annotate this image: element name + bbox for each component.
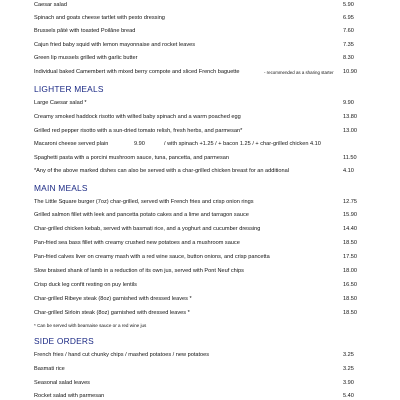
menu-item-price: 3.25 <box>343 366 354 372</box>
menu-item-price: 18.00 <box>343 268 357 274</box>
menu-item-name: Spinach and goats cheese tartlet with pesto dressing <box>34 15 165 21</box>
menu-item-name: Char-grilled Sirloin steak (8oz) garnished with dressed leaves * <box>34 310 190 316</box>
menu-item-name: Grilled red pepper risotto with a sun-dried tomato relish, fresh herbs, and parmesan* <box>34 128 243 134</box>
chicken-supplement-note: *Any of the above marked dishes can also be served with a char-grilled chicken breast for an additional <box>34 168 289 174</box>
menu-item-price: 3.25 <box>343 352 354 358</box>
menu-item-name: Creamy smoked haddock risotto with wilted baby spinach and a warm poached egg <box>34 114 241 120</box>
menu-item-price: 5.40 <box>343 393 354 399</box>
menu-item-price: 14.40 <box>343 226 357 232</box>
menu-item-name: Char-grilled chicken kebab, served with basmati rice, and a yoghurt and cucumber dressing <box>34 226 261 232</box>
sauce-footnote: * Can be served with bearnaise sauce or a red wine jus <box>34 323 147 328</box>
menu-item-price: 15.90 <box>343 212 357 218</box>
menu-item-price: 5.90 <box>343 2 354 8</box>
menu-item-price: 12.75 <box>343 199 357 205</box>
menu-item-name: Individual baked Camembert with mixed berry compote and sliced French baguette <box>34 69 240 75</box>
menu-item-price: 18.50 <box>343 310 357 316</box>
menu-item-name: Basmati rice <box>34 366 65 372</box>
macaroni-base-price: 9.90 <box>134 141 145 147</box>
menu-item-price: 13.80 <box>343 114 357 120</box>
menu-item-price: 18.50 <box>343 296 357 302</box>
menu-item-name: Green lip mussels grilled with garlic butter <box>34 55 138 61</box>
menu-item-name: Slow braised shank of lamb in a reduction of its own jus, served with Pont Neuf chips <box>34 268 244 274</box>
menu-item-price: 17.50 <box>343 254 357 260</box>
chicken-supplement-price: 4.10 <box>343 168 354 174</box>
menu-item-name: Pan-fried calves liver on creamy mash with a red wine sauce, button onions, and crisp pancetta <box>34 254 270 260</box>
menu-item-name: Rocket salad with parmesan <box>34 393 105 399</box>
menu-item-name: Char-grilled Ribeye steak (8oz) garnished with dressed leaves * <box>34 296 192 302</box>
macaroni-options: / with spinach +1.25 / + bacon 1.25 / + char-grilled chicken 4.10 <box>164 141 321 147</box>
menu-item-price: 18.50 <box>343 240 357 246</box>
menu-item-price: 3.90 <box>343 380 354 386</box>
menu-item-name: French fries / hand cut chunky chips / mashed potatoes / new potatoes <box>34 352 210 358</box>
menu-item-price: 9.90 <box>343 100 354 106</box>
menu-item-price: 13.00 <box>343 128 357 134</box>
menu-item-price: 6.95 <box>343 15 354 21</box>
macaroni-name: Macaroni cheese served plain <box>34 141 109 147</box>
menu-item-name: Spaghetti pasta with a porcini mushroom sauce, tuna, pancetta, and parmesan <box>34 155 229 161</box>
menu-item-price: 10.90 <box>343 69 357 75</box>
section-heading-side-orders: SIDE ORDERS <box>34 336 94 346</box>
menu-item-name: Cajun fried baby squid with lemon mayonnaise and rocket leaves <box>34 42 196 48</box>
menu-item-name: Crisp duck leg confit resting on puy lentils <box>34 282 137 288</box>
menu-item-price: 8.30 <box>343 55 354 61</box>
menu-item-name: Pan-fried sea bass fillet with creamy crushed new potatoes and a mushroom sauce <box>34 240 240 246</box>
menu-item-name: Grilled salmon fillet with leek and pancetta potato cakes and a lime and tarragon sauce <box>34 212 249 218</box>
menu-item-price: 7.35 <box>343 42 354 48</box>
menu-item-price: 7.60 <box>343 28 354 34</box>
menu-item-name: The Little Square burger (7oz) char-grilled, served with French fries and crisp onion rings <box>34 199 254 205</box>
menu-item-name: Caesar salad <box>34 2 67 8</box>
menu-item-price: 11.50 <box>343 155 357 161</box>
menu-item-price: 16.50 <box>343 282 357 288</box>
section-heading-main-meals: MAIN MEALS <box>34 183 88 193</box>
menu-item-name: Large Caesar salad * <box>34 100 87 106</box>
menu-item-name: Brussels pâté with toasted Poilâne bread <box>34 28 136 34</box>
section-heading-lighter-meals: LIGHTER MEALS <box>34 84 104 94</box>
sharing-note: - recommended as a sharing starter <box>264 70 334 75</box>
menu-item-name: Seasonal salad leaves <box>34 380 90 386</box>
